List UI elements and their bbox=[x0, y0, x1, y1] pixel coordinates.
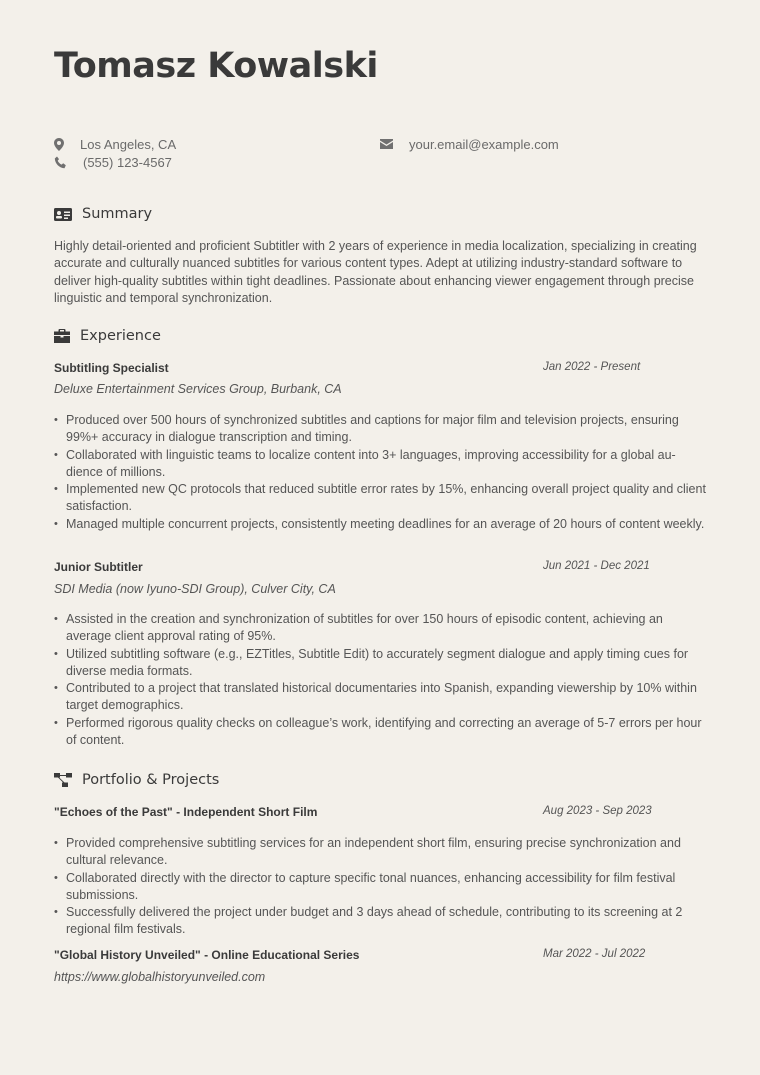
project-title: "Echoes of the Past" - Independent Short Film bbox=[54, 805, 318, 819]
location-text: Los Angeles, CA bbox=[80, 136, 177, 152]
location-row bbox=[54, 136, 176, 152]
list-item: • Assisted in the creation and synchronization of subtitles for over 150 hours of episodic content, achieving an average client approval rating of 95%. bbox=[54, 611, 706, 646]
job-bullets bbox=[54, 412, 706, 533]
candidate-name: Tomasz Kowalski bbox=[54, 46, 378, 86]
summary-text: Highly detail-oriented and proficient Subtitler with 2 years of experience in media localization, specializing in creating accurate and culturally nuanced subtitles for various content types. Adept at utilizing industry-standard software to deliver high-quality subtitles within tight deadlines. Passionate about enhancing viewer engagement through precise linguistic and temporal synchronization. bbox=[54, 239, 697, 306]
job-dates: Jun 2021 - Dec 2021 bbox=[543, 560, 650, 572]
experience-heading bbox=[54, 328, 161, 344]
sitemap-icon bbox=[54, 773, 82, 787]
job-company: SDI Media (now Iyuno-SDI Group), Culver City, CA bbox=[54, 582, 336, 596]
list-item: • Produced over 500 hours of synchronized subtitles and captions for major film and television projects, ensuring 99%+ accuracy in dialogue transcription and timing. bbox=[54, 412, 706, 447]
phone-row bbox=[54, 154, 172, 170]
project-title: "Global History Unveiled" - Online Educational Series bbox=[54, 948, 360, 962]
map-pin-icon bbox=[54, 138, 80, 151]
list-item: • Collaborated directly with the director to capture specific tonal nuances, enhancing accessibility for film festival submissions. bbox=[54, 870, 706, 905]
id-card-icon bbox=[54, 208, 82, 221]
list-item: • Utilized subtitling software (e.g., EZTitles, Subtitle Edit) to accurately segment dialogue and apply timing cues for diverse media formats. bbox=[54, 646, 706, 681]
list-item: • Successfully delivered the project under budget and 3 days ahead of schedule, contributing to its screening at 2 regional film festivals. bbox=[54, 904, 706, 939]
list-item: • Provided comprehensive subtitling services for an independent short film, ensuring precise synchronization and cultural relevance. bbox=[54, 835, 706, 870]
list-item: • Managed multiple concurrent projects, consistently meeting deadlines for an average of 20 hours of content weekly. bbox=[54, 516, 706, 533]
projects-heading bbox=[54, 772, 219, 788]
briefcase-icon bbox=[54, 329, 80, 343]
list-item: • Collaborated with linguistic teams to localize content into 3+ languages, improving accessibility for a global audience of millions. bbox=[54, 447, 706, 482]
job-company: Deluxe Entertainment Services Group, Burbank, CA bbox=[54, 382, 342, 396]
list-item: • Contributed to a project that translated historical documentaries into Spanish, expanding viewership by 10% within target demographics. bbox=[54, 680, 706, 715]
summary-heading bbox=[54, 206, 152, 222]
list-item: • Implemented new QC protocols that reduced subtitle error rates by 15%, enhancing overall project quality and client satisfaction. bbox=[54, 481, 706, 516]
project-bullets bbox=[54, 835, 706, 939]
envelope-icon bbox=[380, 139, 409, 149]
list-item: • Performed rigorous quality checks on colleague’s work, identifying and correcting an average of 5-7 errors per hour of content. bbox=[54, 715, 706, 750]
phone-text: (555) 123-4567 bbox=[83, 154, 172, 170]
job-title: Subtitling Specialist bbox=[54, 361, 169, 375]
summary-heading-text: Summary bbox=[82, 206, 153, 222]
experience-heading-text: Experience bbox=[80, 328, 161, 344]
job-dates: Jan 2022 - Present bbox=[543, 361, 641, 373]
project-dates: Mar 2022 - Jul 2022 bbox=[543, 948, 646, 960]
project-dates: Aug 2023 - Sep 2023 bbox=[543, 805, 652, 817]
phone-icon bbox=[54, 156, 83, 169]
job-bullets bbox=[54, 611, 706, 749]
projects-heading-text: Portfolio & Projects bbox=[82, 772, 220, 788]
job-title: Junior Subtitler bbox=[54, 560, 143, 574]
project-link[interactable]: https://www.globalhistoryunveiled.com bbox=[54, 970, 266, 984]
email-link[interactable]: your.email@example.com bbox=[409, 136, 559, 152]
email-row[interactable] bbox=[380, 136, 559, 152]
